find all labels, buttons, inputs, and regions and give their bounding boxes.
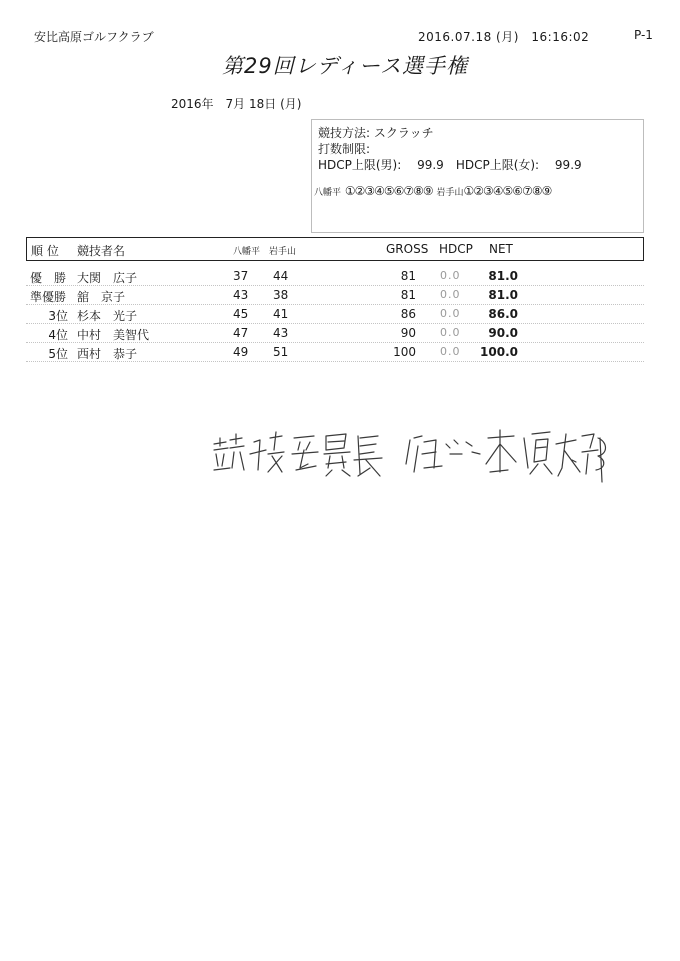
row-net: 86.0 — [488, 307, 518, 321]
col-course-a: 八幡平 — [233, 247, 261, 257]
row-name: 西村 恭子 — [77, 347, 138, 361]
table-row — [26, 342, 644, 362]
row-gross: 81 — [400, 288, 416, 302]
row-score-a: 45 — [233, 307, 249, 321]
row-gross: 86 — [400, 307, 416, 321]
row-rank: 4位 — [48, 328, 68, 342]
row-score-a: 43 — [233, 288, 249, 302]
table-row — [26, 304, 644, 324]
document-title: 第29回レディース選手権 — [222, 54, 468, 78]
col-rank: 順 位 — [31, 244, 59, 258]
col-net: NET — [489, 242, 513, 256]
row-hdcp: 0.0 — [440, 288, 461, 301]
col-name: 競技者名 — [77, 244, 126, 258]
row-net: 100.0 — [480, 345, 518, 359]
course-b-label: 岩手山 — [436, 188, 464, 198]
hole-selection — [314, 184, 551, 198]
handwritten-signature — [210, 424, 610, 488]
row-rank: 3位 — [48, 309, 68, 323]
table-header — [26, 237, 644, 261]
page-number: P-1 — [634, 28, 653, 42]
row-score-b: 44 — [273, 269, 289, 283]
row-net: 81.0 — [488, 288, 518, 302]
row-score-b: 41 — [273, 307, 289, 321]
course-b-holes: ①②③④⑤⑥⑦⑧⑨ — [463, 184, 552, 198]
row-score-a: 49 — [233, 345, 249, 359]
row-name: 杉本 光子 — [77, 309, 138, 323]
event-date: 2016年 7月 18日 (月) — [171, 97, 302, 111]
hdcp-limit: HDCP上限(男): 99.9 HDCP上限(女): 99.9 — [318, 158, 582, 172]
row-name: 中村 美智代 — [77, 328, 150, 342]
col-hdcp: HDCP — [439, 242, 473, 256]
row-score-a: 37 — [233, 269, 249, 283]
row-name: 舘 京子 — [77, 290, 126, 304]
row-hdcp: 0.0 — [440, 345, 461, 358]
col-gross: GROSS — [386, 242, 429, 256]
row-hdcp: 0.0 — [440, 269, 461, 282]
print-timestamp: 2016.07.18 (月) 16:16:02 — [418, 30, 590, 44]
row-hdcp: 0.0 — [440, 307, 461, 320]
stroke-limit: 打数制限: — [318, 142, 371, 156]
course-a-label: 八幡平 — [314, 188, 342, 198]
row-rank: 準優勝 — [30, 290, 67, 304]
course-a-holes: ①②③④⑤⑥⑦⑧⑨ — [344, 184, 433, 198]
row-gross: 90 — [400, 326, 416, 340]
table-row — [26, 285, 644, 305]
row-score-b: 43 — [273, 326, 289, 340]
club-name: 安比高原ゴルフクラブ — [34, 30, 154, 44]
competition-info-box — [311, 119, 644, 233]
row-rank: 優 勝 — [30, 271, 67, 285]
row-score-a: 47 — [233, 326, 249, 340]
row-score-b: 51 — [273, 345, 289, 359]
row-gross: 81 — [400, 269, 416, 283]
col-course-b: 岩手山 — [269, 247, 297, 257]
row-rank: 5位 — [48, 347, 68, 361]
row-net: 90.0 — [488, 326, 518, 340]
row-net: 81.0 — [488, 269, 518, 283]
table-row — [26, 266, 644, 286]
row-score-b: 38 — [273, 288, 289, 302]
table-row — [26, 323, 644, 343]
row-name: 大関 広子 — [77, 271, 138, 285]
row-hdcp: 0.0 — [440, 326, 461, 339]
competition-method: 競技方法: スクラッチ — [318, 126, 434, 140]
row-gross: 100 — [393, 345, 416, 359]
